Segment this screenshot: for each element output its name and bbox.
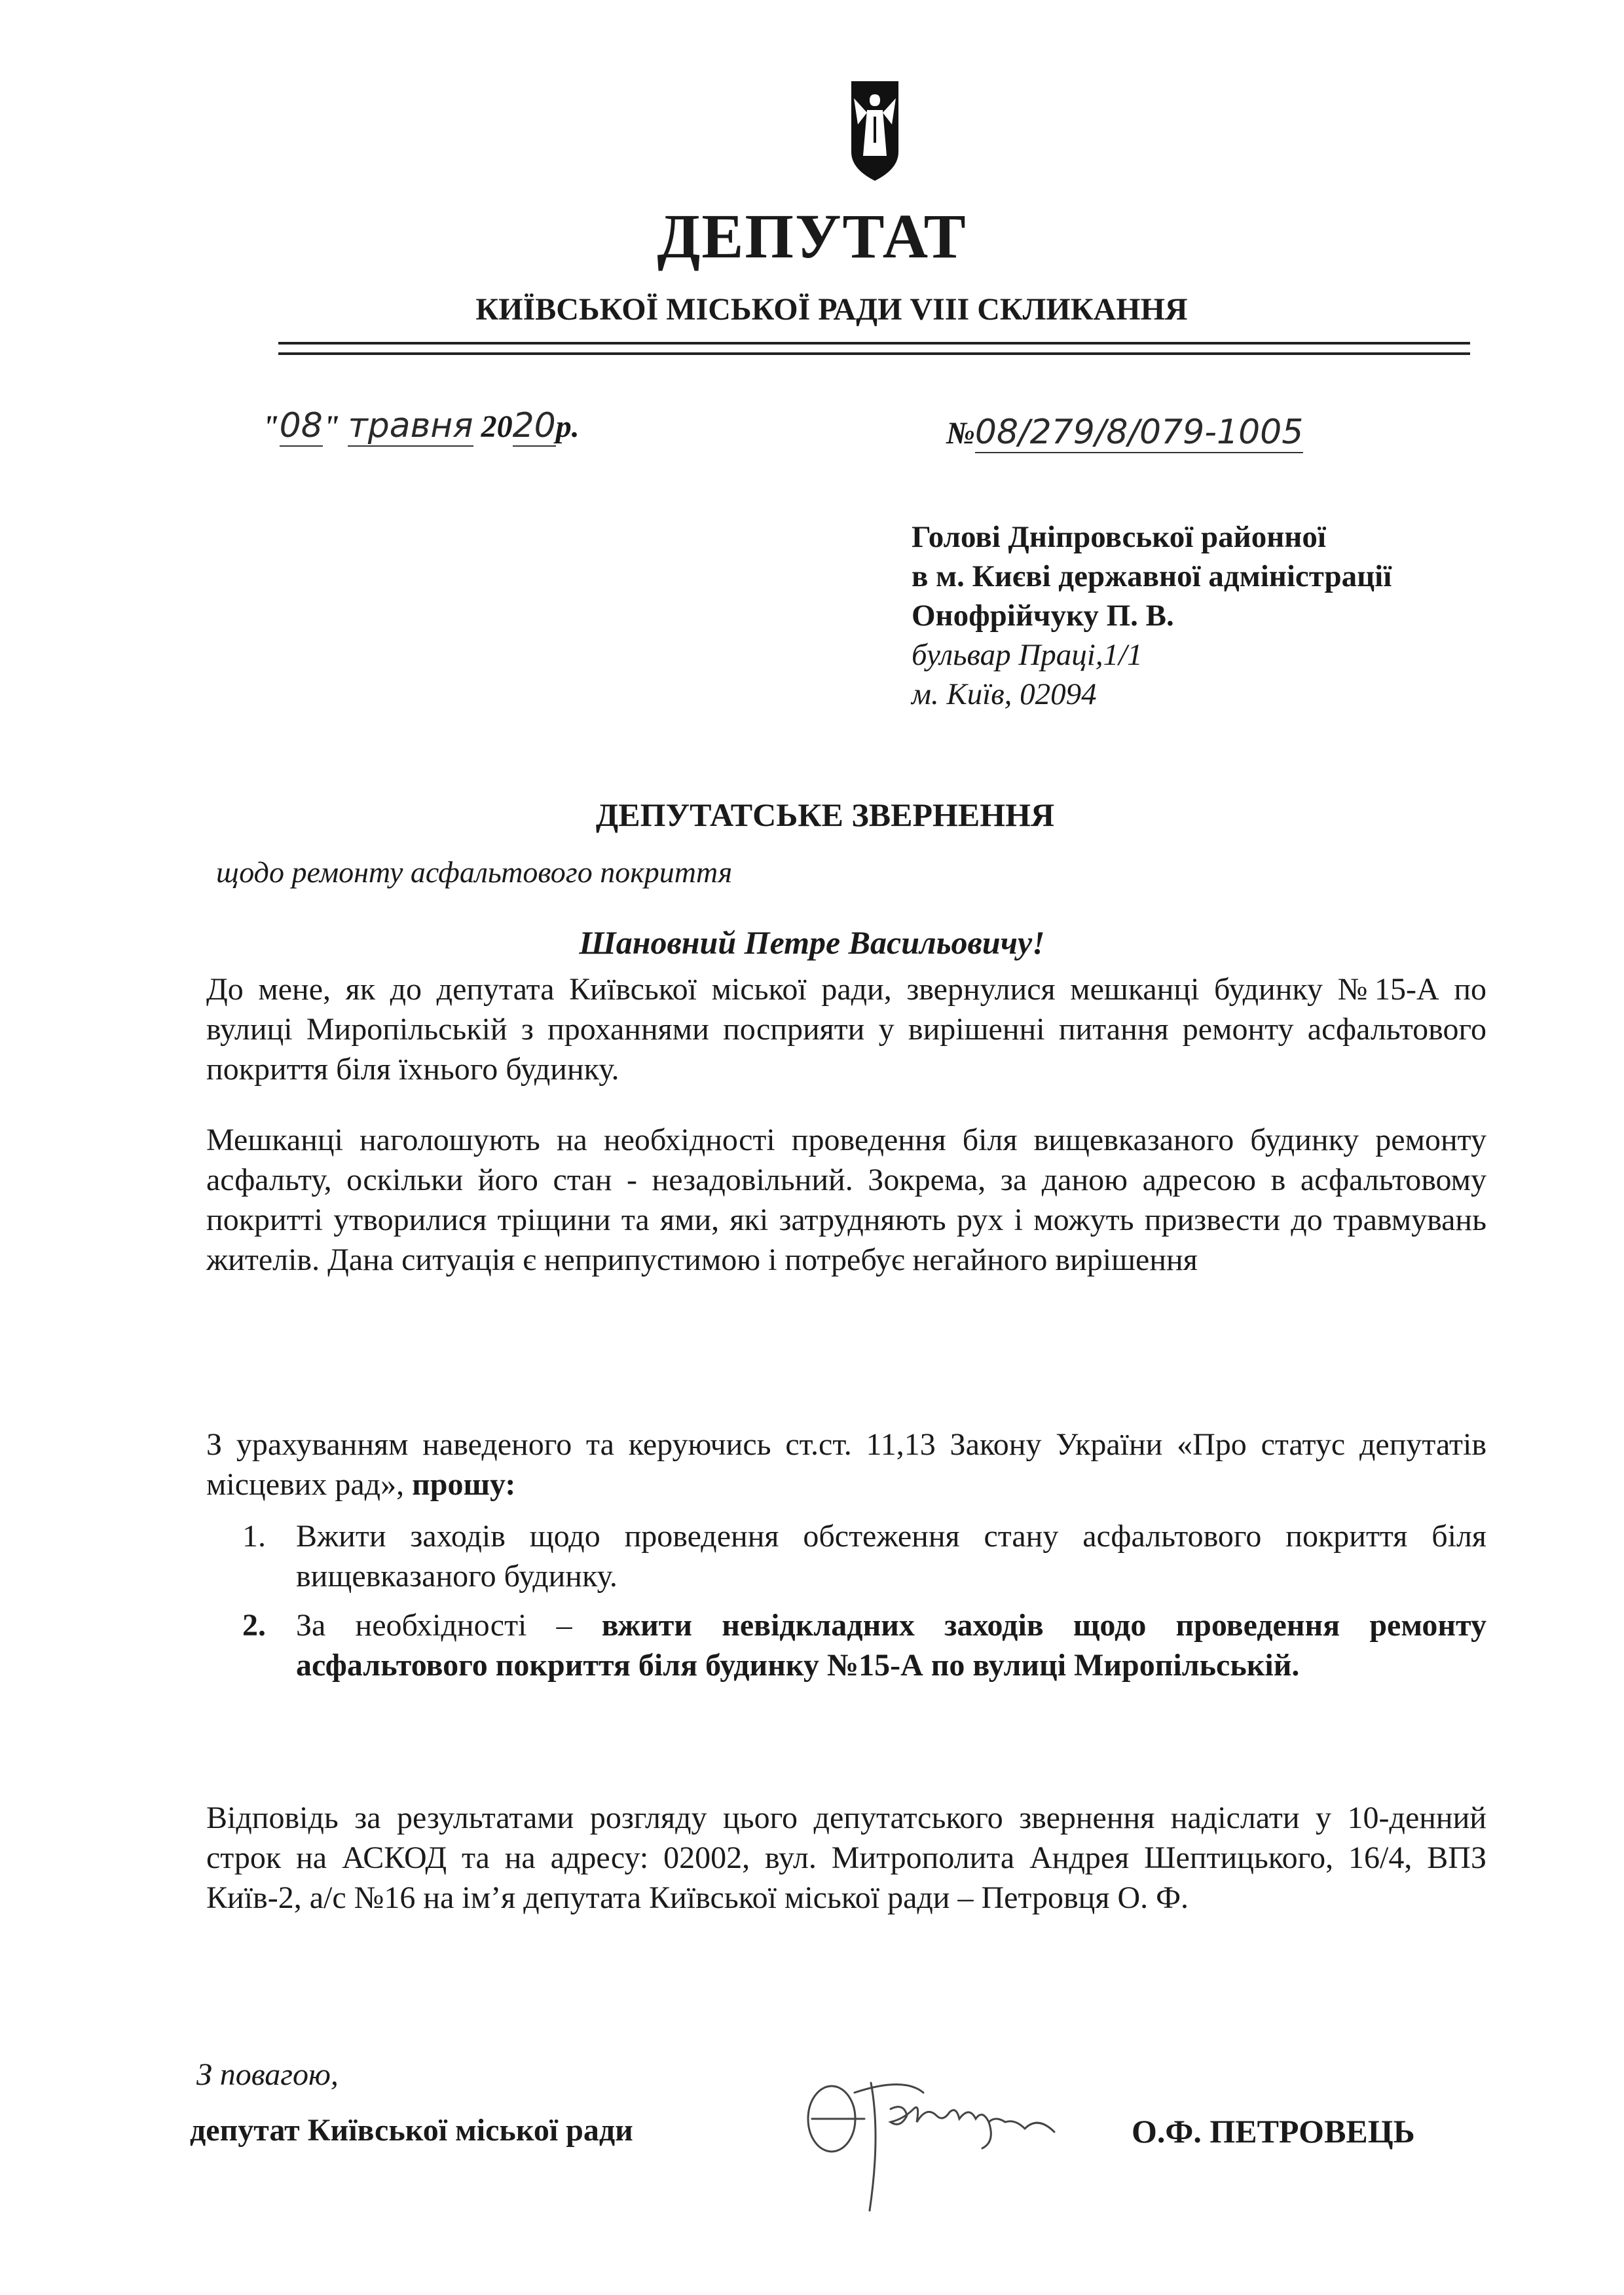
list-item: 2. За необхідності – вжити невідкладних заходів щодо проведення ремонту асфальтового покриття біля будинку №15-А по вулиці Миропільській. [242, 1608, 1486, 1683]
document-title: ДЕПУТАТСЬКЕ ЗВЕРНЕННЯ [595, 796, 1055, 833]
addressee-street: бульвар Праці,1/1 [912, 638, 1143, 672]
paragraph-4: Відповідь за результатами розгляду цього депутатського звернення надіслати у 10-денний строк на АСКОД та на адресу: 02002, вул. Митрополита Андрея Шептицького, 16/4, ВПЗ Київ-2, а/с №16 на ім’я депутата Київської міської ради – Петровця О. Ф. [206, 1801, 1486, 1915]
body-section [206, 969, 1486, 1089]
kyiv-coat-of-arms-icon [849, 79, 901, 183]
letter-date: "08" травня 2020р. [262, 406, 580, 445]
header-rule-top [278, 342, 1470, 345]
handwritten-signature [792, 2057, 1133, 2227]
paragraph-3: З урахуванням наведеного та керуючись ст.ст. 11,13 Закону України «Про статус депутатів місцевих рад», прошу: [206, 1427, 1486, 1502]
signer-position: депутат Київської міської ради [190, 2113, 633, 2148]
paragraph-2: Мешканці наголошують на необхідності проведення біля вищевказаного будинку ремонту асфальту, оскільки його стан - незадовільний. Зокрема, за даною адресою в асфальтовому покритті утворилися тріщини та ями, які затрудняють рух і можуть призвести до травмувань жителів. Дана ситуація є неприпустимою і потребує негайного вирішення [206, 1123, 1486, 1277]
addressee-line: в м. Києві державної адміністрації [912, 559, 1392, 593]
addressee-city: м. Київ, 02094 [912, 677, 1097, 711]
letter-number: №08/279/8/079-1005 [946, 413, 1304, 452]
addressee-name: Онофрійчуку П. В. [912, 599, 1174, 633]
salutation: Шановний Петре Васильовичу! [579, 924, 1045, 961]
list-item: 1. Вжити заходів щодо проведення обстеження стану асфальтового покриття біля вищевказаного будинку. [242, 1519, 1486, 1594]
document-subject: щодо ремонту асфальтового покриття [216, 855, 733, 889]
body-section [206, 1425, 1486, 1504]
date-month: травня [348, 406, 473, 445]
addressee-block [912, 517, 1392, 714]
body-section [206, 1120, 1486, 1280]
letter-number-value: 08/279/8/079-1005 [974, 413, 1304, 452]
letterhead-title: ДЕПУТАТ [657, 201, 967, 271]
signer-name: О.Ф. ПЕТРОВЕЦЬ [1132, 2113, 1415, 2150]
body-section [206, 1798, 1486, 1918]
date-year: 20 [512, 406, 556, 445]
addressee-line: Голові Дніпровської районної [912, 520, 1326, 554]
header-rule-bottom [278, 352, 1470, 355]
closing-regards: З повагою, [196, 2057, 339, 2092]
letterhead-subtitle: КИЇВСЬКОЇ МІСЬКОЇ РАДИ VIII СКЛИКАННЯ [475, 292, 1188, 327]
paragraph-1: До мене, як до депутата Київської міської ради, звернулися мешканці будинку №15-А по вулиці Миропільській з проханнями посприяти у вирішенні питання ремонту асфальтового покриття біля їхнього будинку. [206, 972, 1486, 1087]
date-day: 08 [279, 406, 323, 445]
request-list [242, 1516, 1486, 1694]
